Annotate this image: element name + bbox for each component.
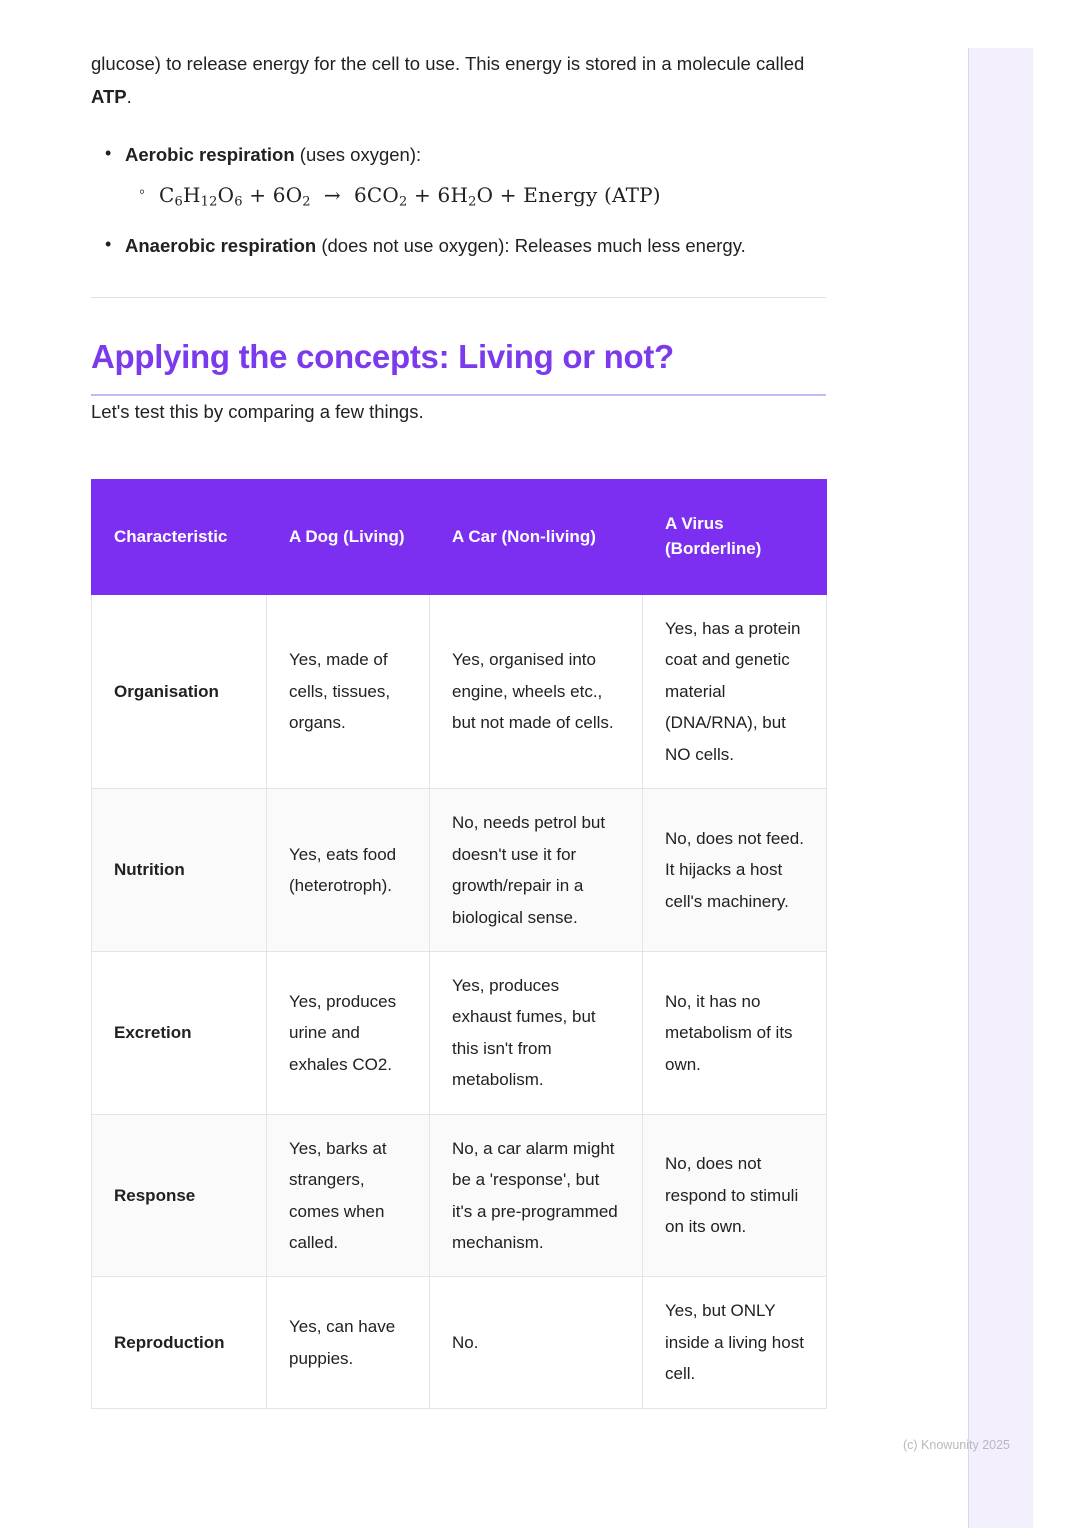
table-row	[92, 595, 827, 789]
table-row	[92, 951, 827, 1114]
cell-car: No, a car alarm might be a 'response', but it's a pre-programmed mechanism.	[430, 1114, 643, 1277]
column-header-dog: A Dog (Living)	[267, 480, 430, 595]
table-row	[92, 1114, 827, 1277]
cell-car: Yes, produces exhaust fumes, but this isn't from metabolism.	[430, 951, 643, 1114]
row-label: Nutrition	[92, 789, 267, 952]
list-item	[125, 231, 826, 261]
list-item	[125, 140, 826, 214]
aerobic-text: (uses oxygen):	[294, 143, 422, 165]
cell-dog: Yes, eats food (heterotroph).	[267, 789, 430, 952]
list-item	[159, 179, 826, 213]
document-content	[91, 0, 826, 1409]
respiration-list	[91, 140, 826, 261]
column-header-virus: A Virus (Borderline)	[643, 480, 827, 595]
cell-car: No, needs petrol but doesn't use it for growth/repair in a biological sense.	[430, 789, 643, 952]
section-divider	[91, 297, 826, 298]
anaerobic-text: (does not use oxygen): Releases much less energy.	[316, 235, 746, 257]
intro-paragraph-text-2: .	[126, 85, 132, 107]
cell-virus: Yes, has a protein coat and genetic material (DNA/RNA), but NO cells.	[643, 595, 827, 789]
intro-paragraph-bold: ATP	[91, 85, 127, 107]
cell-virus: No, it has no metabolism of its own.	[643, 951, 827, 1114]
cell-virus: Yes, but ONLY inside a living host cell.	[643, 1277, 827, 1408]
cell-car: Yes, organised into engine, wheels etc., but not made of cells.	[430, 595, 643, 789]
aerobic-equation: $C_6H_{12}O_6 + 6O_2 \to 6CO_2 + 6H_2O$ + Energy (ATP)	[159, 183, 661, 210]
cell-dog: Yes, produces urine and exhales CO2.	[267, 951, 430, 1114]
row-label: Reproduction	[92, 1277, 267, 1408]
anaerobic-label: Anaerobic respiration	[125, 235, 317, 257]
cell-virus: No, does not respond to stimuli on its own.	[643, 1114, 827, 1277]
page-title: Applying the concepts: Living or not?	[91, 338, 674, 376]
right-margin-strip	[968, 48, 1033, 1528]
column-header-characteristic: Characteristic	[92, 480, 267, 595]
aerobic-sublist	[125, 179, 826, 213]
cell-car: No.	[430, 1277, 643, 1408]
row-label: Response	[92, 1114, 267, 1277]
row-label: Excretion	[92, 951, 267, 1114]
intro-paragraph	[91, 0, 826, 114]
column-header-car: A Car (Non-living)	[430, 480, 643, 595]
cell-virus: No, does not feed. It hijacks a host cell's machinery.	[643, 789, 827, 952]
table-header-row	[92, 480, 827, 595]
row-label: Organisation	[92, 595, 267, 789]
intro-paragraph-text-1: glucose) to release energy for the cell to use. This energy is stored in a molecule called	[91, 53, 805, 74]
cell-dog: Yes, made of cells, tissues, organs.	[267, 595, 430, 789]
cell-dog: Yes, barks at strangers, comes when called.	[267, 1114, 430, 1277]
comparison-table	[91, 479, 827, 1409]
cell-dog: Yes, can have puppies.	[267, 1277, 430, 1408]
aerobic-label: Aerobic respiration	[125, 143, 295, 165]
table-row	[92, 1277, 827, 1408]
table-row	[92, 789, 827, 952]
watermark: (c) Knowunity 2025	[903, 1438, 1011, 1452]
lead-paragraph: Let's test this by comparing a few things.	[91, 401, 424, 423]
